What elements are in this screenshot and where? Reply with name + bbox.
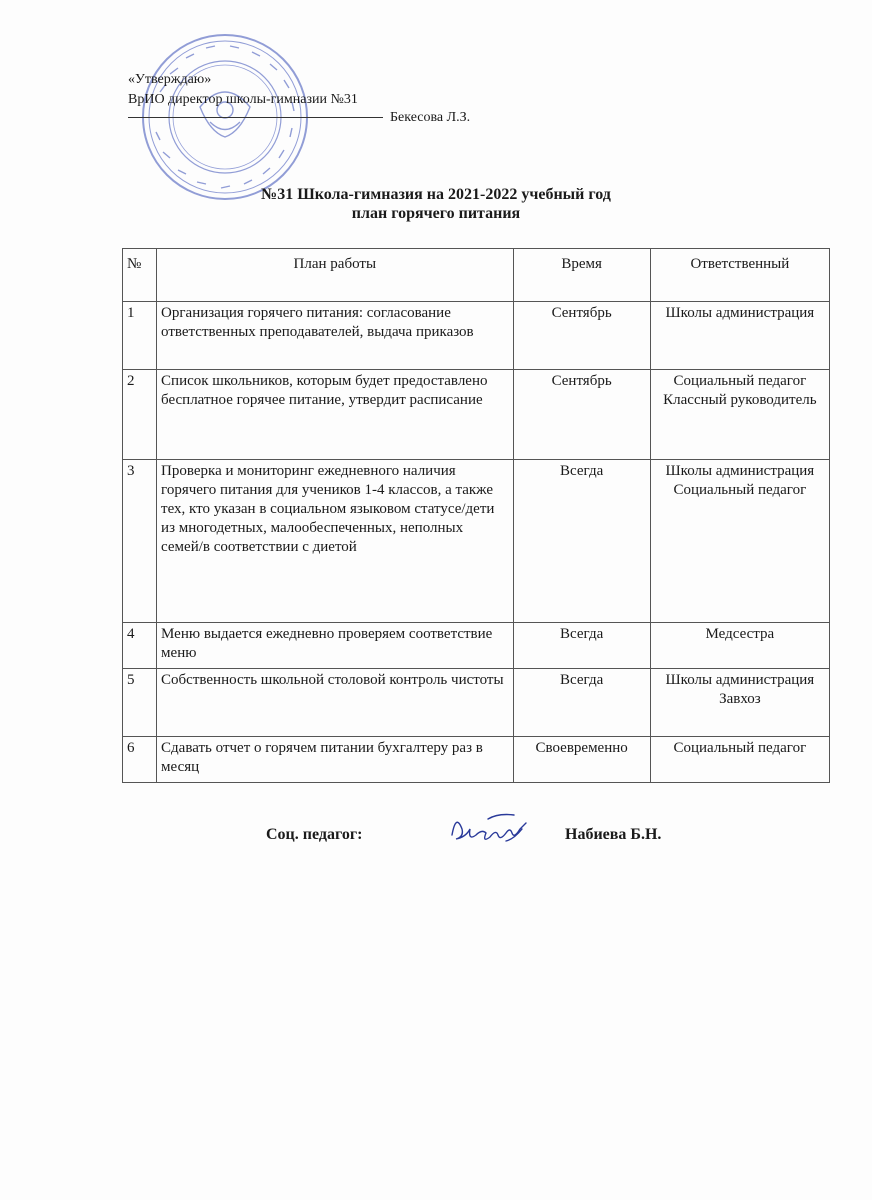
row-responsible: Медсестра [650,623,829,669]
table-header-row [123,249,830,302]
signature-name: Набиева Б.Н. [565,826,662,843]
row-work: Сдавать отчет о горячем питании бухгалтеру раз в месяц [157,737,514,783]
row-time: Сентябрь [513,302,650,370]
row-number: 2 [123,370,157,460]
row-time: Всегда [513,460,650,623]
row-responsible: Школы администрация Социальный педагог [650,460,829,623]
row-work: Проверка и мониторинг ежедневного наличия горячего питания для учеников 1-4 классов, а также тех, кто указан в социальном языковом статусе/дети из многодетных, малообеспеченных, неполных семей/в соответствии с диетой [157,460,514,623]
header-work-plan: План работы [157,249,514,302]
table-row [123,669,830,737]
row-time: Всегда [513,623,650,669]
row-work: Список школьников, которым будет предоставлено бесплатное горячее питание, утвердит расписание [157,370,514,460]
table-row [123,302,830,370]
approval-heading: «Утверждаю» [128,72,212,87]
row-time: Сентябрь [513,370,650,460]
plan-table [122,248,830,783]
row-time: Своевременно [513,737,650,783]
approval-position: ВрИО директор школы-гимназии №31 [128,92,358,107]
table-row [123,460,830,623]
table-row [123,370,830,460]
row-work: Организация горячего питания: согласование ответственных преподавателей, выдача приказов [157,302,514,370]
table-row [123,623,830,669]
approval-name: Бекесова Л.З. [390,110,471,125]
approval-signature-line [128,117,383,118]
header-number: № [123,249,157,302]
row-responsible: Социальный педагог [650,737,829,783]
signature-role: Соц. педагог: [266,826,363,843]
header-time: Время [513,249,650,302]
row-number: 1 [123,302,157,370]
row-work: Собственность школьной столовой контроль чистоты [157,669,514,737]
row-responsible: Школы администрация [650,302,829,370]
handwritten-signature [444,805,544,853]
row-number: 5 [123,669,157,737]
document-title: №31 Школа-гимназия на 2021-2022 учебный год [261,186,611,203]
row-responsible: Социальный педагог Классный руководитель [650,370,829,460]
header-responsible: Ответственный [650,249,829,302]
row-number: 4 [123,623,157,669]
row-responsible: Школы администрация Завхоз [650,669,829,737]
row-number: 3 [123,460,157,623]
document-subtitle: план горячего питания [351,205,521,222]
table-row [123,737,830,783]
row-number: 6 [123,737,157,783]
row-work: Меню выдается ежедневно проверяем соответствие меню [157,623,514,669]
row-time: Всегда [513,669,650,737]
